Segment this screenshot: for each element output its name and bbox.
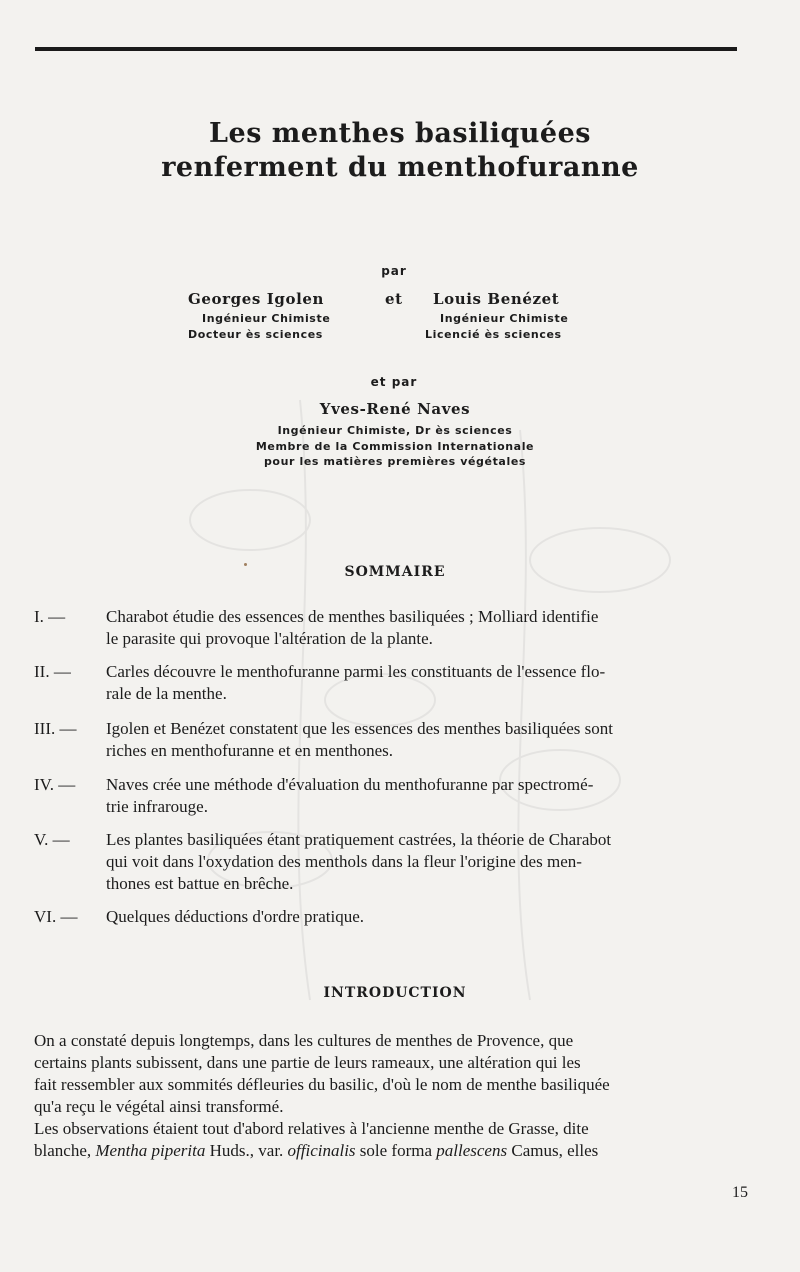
- sommaire-item-line: rale de la menthe.: [106, 684, 227, 703]
- title-line-1: Les menthes basiliquées: [209, 118, 591, 149]
- sommaire-item-line: Carles découvre le menthofuranne parmi les constituants de l'essence flo-: [106, 662, 606, 681]
- author-3-affiliation-1: Ingénieur Chimiste, Dr ès sciences: [277, 424, 513, 437]
- par-label: par: [381, 264, 407, 278]
- title-line-2: renferment du menthofuranne: [161, 152, 639, 183]
- sommaire-item-number: II. —: [34, 662, 71, 681]
- author-3-affiliation-2: Membre de la Commission Internationale: [255, 440, 535, 453]
- text-run: Huds., var.: [205, 1141, 288, 1160]
- introduction-line: On a constaté depuis longtemps, dans les cultures de menthes de Provence, que: [34, 1031, 574, 1050]
- author-2-affiliation-2: Licencié ès sciences: [425, 328, 562, 341]
- top-rule: [35, 47, 737, 51]
- sommaire-item-line: le parasite qui provoque l'altération de la plante.: [106, 629, 433, 648]
- text-run: Camus, elles: [507, 1141, 599, 1160]
- et-par-label: et par: [370, 375, 418, 389]
- forma-name: pallescens: [436, 1141, 508, 1160]
- sommaire-item-number: I. —: [34, 607, 66, 626]
- author-3-affiliation-3: pour les matières premières végétales: [263, 455, 527, 468]
- sommaire-item-line: trie infrarouge.: [106, 797, 208, 816]
- introduction-line-last: [34, 1140, 752, 1162]
- page-number: 15: [732, 1184, 748, 1201]
- text-run: blanche,: [34, 1141, 96, 1160]
- introduction-line: qu'a reçu le végétal ainsi transformé.: [34, 1097, 284, 1116]
- introduction-line: Les observations étaient tout d'abord relatives à l'ancienne menthe de Grasse, dite: [34, 1119, 589, 1138]
- author-2-affiliation-1: Ingénieur Chimiste: [440, 312, 569, 325]
- text-run: sole forma: [355, 1141, 437, 1160]
- variety-name: officinalis: [287, 1141, 356, 1160]
- author-2-name: Louis Benézet: [433, 290, 560, 308]
- species-name: Mentha piperita: [95, 1141, 206, 1160]
- introduction-heading: INTRODUCTION: [323, 985, 467, 1001]
- author-and: et: [385, 290, 403, 308]
- sommaire-item-line: Les plantes basiliquées étant pratiquement castrées, la théorie de Charabot: [106, 830, 612, 849]
- sommaire-item-line: riches en menthofuranne et en menthones.: [106, 741, 394, 760]
- sommaire-item-number: V. —: [34, 830, 70, 849]
- author-1-name: Georges Igolen: [188, 290, 325, 308]
- author-3-name: Yves-René Naves: [319, 400, 471, 418]
- sommaire-item-line: Charabot étudie des essences de menthes basiliquées ; Molliard identifie: [106, 607, 599, 626]
- author-1-affiliation-2: Docteur ès sciences: [188, 328, 323, 341]
- sommaire-item-number: III. —: [34, 719, 77, 738]
- sommaire-heading: SOMMAIRE: [344, 564, 446, 580]
- sommaire-item-number: IV. —: [34, 775, 76, 794]
- sommaire-item-line: qui voit dans l'oxydation des menthols dans la fleur l'origine des men-: [106, 852, 582, 871]
- sommaire-item-number: VI. —: [34, 907, 78, 926]
- sommaire-item-line: thones est battue en brêche.: [106, 874, 294, 893]
- author-1-affiliation-1: Ingénieur Chimiste: [202, 312, 331, 325]
- sommaire-item-line: Igolen et Benézet constatent que les essences des menthes basiliquées sont: [106, 719, 614, 738]
- sommaire-item-line: Quelques déductions d'ordre pratique.: [106, 907, 364, 926]
- sommaire-item-line: Naves crée une méthode d'évaluation du menthofuranne par spectromé-: [106, 775, 594, 794]
- introduction-line: fait ressembler aux sommités défleuries du basilic, d'où le nom de menthe basiliquée: [34, 1075, 610, 1094]
- introduction-line: certains plants subissent, dans une partie de leurs rameaux, une altération qui les: [34, 1053, 581, 1072]
